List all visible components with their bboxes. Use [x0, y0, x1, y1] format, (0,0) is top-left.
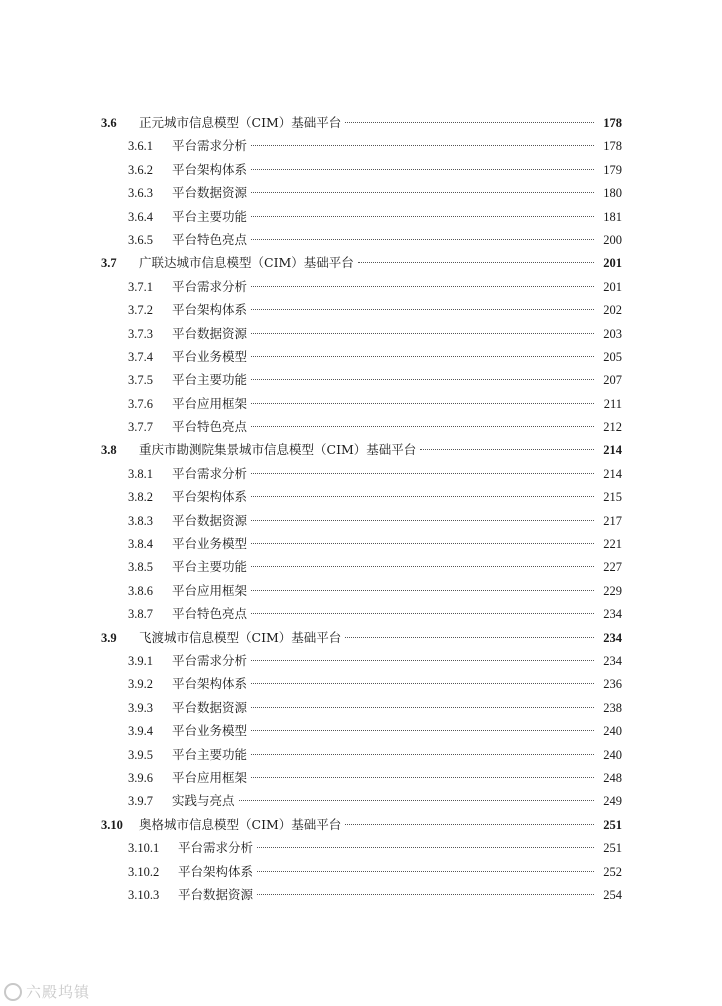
- toc-entry-page: 214: [603, 466, 622, 481]
- toc-entry-number: 3.7.2: [128, 303, 153, 318]
- toc-entry-number: 3.9.1: [128, 653, 153, 668]
- toc-subsection-entry[interactable]: [101, 649, 622, 672]
- toc-entry-title: 飞渡城市信息模型（CIM）基础平台: [139, 629, 342, 645]
- toc-entry-number: 3.7.5: [128, 373, 153, 388]
- toc-entry-number: 3.8.3: [128, 513, 153, 528]
- toc-entry-title: 平台主要功能: [172, 559, 248, 575]
- toc-entry-title: 平台特色亮点: [172, 606, 248, 622]
- toc-entry-title: 平台架构体系: [172, 489, 248, 505]
- toc-dot-leader: [251, 566, 594, 567]
- toc-entry-page: 251: [603, 817, 622, 832]
- toc-entry-number: 3.7.7: [128, 420, 153, 435]
- toc-entry-page: 178: [603, 116, 622, 130]
- toc-entry-title: 平台数据资源: [172, 185, 248, 201]
- toc-dot-leader: [257, 894, 594, 895]
- toc-entry-title: 平台架构体系: [178, 863, 254, 879]
- toc-subsection-entry[interactable]: [101, 836, 622, 859]
- toc-subsection-entry[interactable]: [101, 672, 622, 695]
- toc-subsection-entry[interactable]: [101, 883, 622, 906]
- toc-entry-number: 3.10.1: [128, 841, 160, 856]
- toc-dot-leader: [239, 800, 594, 801]
- toc-subsection-entry[interactable]: [101, 860, 622, 883]
- toc-entry-page: 252: [603, 864, 622, 879]
- toc-dot-leader: [345, 122, 594, 123]
- toc-entry-number: 3.9.4: [128, 724, 153, 739]
- watermark: [4, 981, 90, 1002]
- toc-entry-number: 3.7.1: [128, 279, 153, 294]
- toc-entry-title: 平台数据资源: [178, 886, 254, 902]
- toc-subsection-entry[interactable]: [101, 275, 622, 298]
- toc-subsection-entry[interactable]: [101, 322, 622, 345]
- toc-dot-leader: [345, 824, 594, 825]
- toc-entry-page: 227: [603, 560, 622, 575]
- toc-entry-number: 3.7.6: [128, 396, 153, 411]
- toc-entry-title: 实践与亮点: [172, 793, 235, 809]
- toc-entry-page: 249: [603, 794, 622, 809]
- toc-entry-number: 3.9.7: [128, 794, 153, 809]
- toc-entry-number: 3.8: [101, 443, 117, 458]
- toc-entry-page: 207: [603, 373, 622, 388]
- toc-dot-leader: [251, 379, 594, 380]
- toc-dot-leader: [251, 496, 594, 497]
- toc-subsection-entry[interactable]: [101, 485, 622, 508]
- toc-dot-leader: [251, 473, 594, 474]
- toc-subsection-entry[interactable]: [101, 368, 622, 391]
- toc-entry-page: 205: [603, 349, 622, 364]
- toc-subsection-entry[interactable]: [101, 696, 622, 719]
- toc-entry-title: 平台需求分析: [178, 840, 254, 856]
- toc-subsection-entry[interactable]: [101, 462, 622, 485]
- toc-subsection-entry[interactable]: [101, 158, 622, 181]
- toc-entry-number: 3.8.5: [128, 560, 153, 575]
- toc-entry-title: 正元城市信息模型（CIM）基础平台: [139, 115, 342, 130]
- toc-section-entry[interactable]: [101, 813, 622, 836]
- toc-dot-leader: [251, 590, 594, 591]
- toc-entry-page: 212: [603, 420, 622, 435]
- toc-dot-leader: [251, 543, 594, 544]
- toc-entry-title: 重庆市勘测院集景城市信息模型（CIM）基础平台: [139, 442, 417, 458]
- toc-dot-leader: [251, 145, 594, 146]
- toc-entry-page: 234: [603, 630, 622, 645]
- toc-entry-title: 奥格城市信息模型（CIM）基础平台: [139, 816, 342, 832]
- toc-section-entry[interactable]: [101, 251, 622, 274]
- toc-dot-leader: [251, 730, 594, 731]
- toc-entry-number: 3.10: [101, 817, 123, 832]
- toc-entry-page: 254: [603, 887, 622, 902]
- toc-entry-title: 平台需求分析: [172, 278, 248, 294]
- toc-subsection-entry[interactable]: [101, 532, 622, 555]
- toc-entry-title: 平台应用框架: [172, 769, 248, 785]
- toc-entry-title: 平台主要功能: [172, 746, 248, 762]
- toc-entry-title: 平台数据资源: [172, 325, 248, 341]
- toc-entry-number: 3.8.4: [128, 537, 153, 552]
- toc-subsection-entry[interactable]: [101, 392, 622, 415]
- toc-entry-number: 3.8.1: [128, 466, 153, 481]
- watermark-text: 六殿坞镇: [26, 983, 91, 1001]
- toc-dot-leader: [420, 449, 594, 450]
- toc-subsection-entry[interactable]: [101, 602, 622, 625]
- toc-entry-page: 201: [603, 256, 622, 271]
- toc-subsection-entry[interactable]: [101, 555, 622, 578]
- table-of-contents: [101, 111, 622, 906]
- toc-entry-page: 221: [603, 537, 622, 552]
- toc-entry-title: 平台需求分析: [172, 652, 248, 668]
- toc-entry-number: 3.6.2: [128, 162, 153, 177]
- toc-dot-leader: [251, 216, 594, 217]
- toc-dot-leader: [251, 754, 594, 755]
- toc-entry-page: 240: [603, 747, 622, 762]
- toc-section-entry[interactable]: [101, 626, 622, 649]
- toc-section-entry[interactable]: [101, 111, 622, 134]
- toc-dot-leader: [251, 286, 594, 287]
- toc-entry-page: 234: [603, 653, 622, 668]
- toc-section-entry[interactable]: [101, 438, 622, 461]
- toc-entry-title: 平台架构体系: [172, 676, 248, 692]
- toc-entry-page: 238: [603, 700, 622, 715]
- toc-entry-number: 3.7: [101, 256, 117, 271]
- toc-subsection-entry[interactable]: [101, 509, 622, 532]
- toc-dot-leader: [251, 777, 594, 778]
- toc-entry-title: 平台业务模型: [172, 536, 248, 552]
- toc-entry-number: 3.10.3: [128, 887, 160, 902]
- toc-dot-leader: [251, 426, 594, 427]
- toc-entry-number: 3.9.5: [128, 747, 153, 762]
- toc-dot-leader: [358, 262, 594, 263]
- toc-entry-page: 178: [603, 139, 622, 154]
- toc-subsection-entry[interactable]: [101, 345, 622, 368]
- toc-entry-title: 平台架构体系: [172, 302, 248, 318]
- toc-subsection-entry[interactable]: [101, 181, 622, 204]
- toc-entry-title: 平台主要功能: [172, 208, 248, 224]
- toc-entry-page: 236: [603, 677, 622, 692]
- toc-entry-number: 3.8.7: [128, 607, 153, 622]
- toc-subsection-entry[interactable]: [101, 719, 622, 742]
- toc-subsection-entry[interactable]: [101, 228, 622, 251]
- toc-entry-page: 202: [603, 303, 622, 318]
- toc-entry-title: 平台需求分析: [172, 138, 248, 154]
- toc-entry-title: 平台应用框架: [172, 582, 248, 598]
- toc-entry-number: 3.10.2: [128, 864, 160, 879]
- toc-entry-number: 3.6.1: [128, 139, 153, 154]
- toc-subsection-entry[interactable]: [101, 579, 622, 602]
- toc-entry-title: 平台数据资源: [172, 512, 248, 528]
- toc-entry-page: 215: [603, 490, 622, 505]
- toc-entry-page: 181: [603, 209, 622, 224]
- toc-subsection-entry[interactable]: [101, 298, 622, 321]
- toc-entry-page: 251: [603, 841, 622, 856]
- toc-entry-number: 3.8.6: [128, 583, 153, 598]
- toc-entry-page: 211: [603, 396, 622, 411]
- toc-entry-page: 214: [603, 443, 622, 458]
- toc-entry-page: 248: [603, 770, 622, 785]
- toc-dot-leader: [251, 333, 594, 334]
- toc-subsection-entry[interactable]: [101, 134, 622, 157]
- toc-dot-leader: [251, 683, 594, 684]
- toc-entry-number: 3.6.5: [128, 232, 153, 247]
- toc-entry-number: 3.6: [101, 116, 117, 130]
- toc-entry-number: 3.9.3: [128, 700, 153, 715]
- toc-entry-page: 234: [603, 607, 622, 622]
- toc-subsection-entry[interactable]: [101, 205, 622, 228]
- toc-dot-leader: [251, 403, 594, 404]
- toc-dot-leader: [251, 169, 594, 170]
- toc-dot-leader: [251, 660, 594, 661]
- toc-entry-page: 240: [603, 724, 622, 739]
- toc-entry-title: 平台业务模型: [172, 723, 248, 739]
- toc-dot-leader: [251, 707, 594, 708]
- toc-dot-leader: [251, 192, 594, 193]
- toc-entry-number: 3.6.3: [128, 186, 153, 201]
- toc-entry-number: 3.7.3: [128, 326, 153, 341]
- toc-entry-title: 平台数据资源: [172, 699, 248, 715]
- toc-subsection-entry[interactable]: [101, 766, 622, 789]
- toc-entry-title: 平台需求分析: [172, 465, 248, 481]
- toc-dot-leader: [251, 309, 594, 310]
- toc-entry-number: 3.6.4: [128, 209, 153, 224]
- toc-entry-page: 203: [603, 326, 622, 341]
- toc-dot-leader: [251, 239, 594, 240]
- toc-entry-page: 201: [603, 279, 622, 294]
- toc-entry-title: 平台业务模型: [172, 348, 248, 364]
- watermark-logo-icon: [4, 983, 22, 1001]
- toc-entry-title: 平台主要功能: [172, 372, 248, 388]
- toc-entry-page: 229: [603, 583, 622, 598]
- toc-subsection-entry[interactable]: [101, 789, 622, 812]
- toc-entry-page: 217: [603, 513, 622, 528]
- toc-dot-leader: [257, 871, 594, 872]
- toc-entry-number: 3.9.2: [128, 677, 153, 692]
- toc-entry-number: 3.8.2: [128, 490, 153, 505]
- toc-dot-leader: [251, 613, 594, 614]
- toc-entry-title: 平台特色亮点: [172, 231, 248, 247]
- toc-entry-page: 179: [603, 162, 622, 177]
- toc-entry-title: 平台特色亮点: [172, 419, 248, 435]
- toc-entry-title: 广联达城市信息模型（CIM）基础平台: [139, 255, 354, 271]
- toc-dot-leader: [251, 520, 594, 521]
- toc-subsection-entry[interactable]: [101, 415, 622, 438]
- toc-entry-title: 平台架构体系: [172, 161, 248, 177]
- toc-entry-title: 平台应用框架: [172, 395, 248, 411]
- toc-dot-leader: [251, 356, 594, 357]
- toc-subsection-entry[interactable]: [101, 743, 622, 766]
- toc-dot-leader: [257, 847, 594, 848]
- toc-entry-page: 200: [603, 232, 622, 247]
- toc-entry-number: 3.9.6: [128, 770, 153, 785]
- toc-entry-number: 3.9: [101, 630, 117, 645]
- toc-entry-page: 180: [603, 186, 622, 201]
- toc-dot-leader: [345, 637, 594, 638]
- toc-entry-number: 3.7.4: [128, 349, 153, 364]
